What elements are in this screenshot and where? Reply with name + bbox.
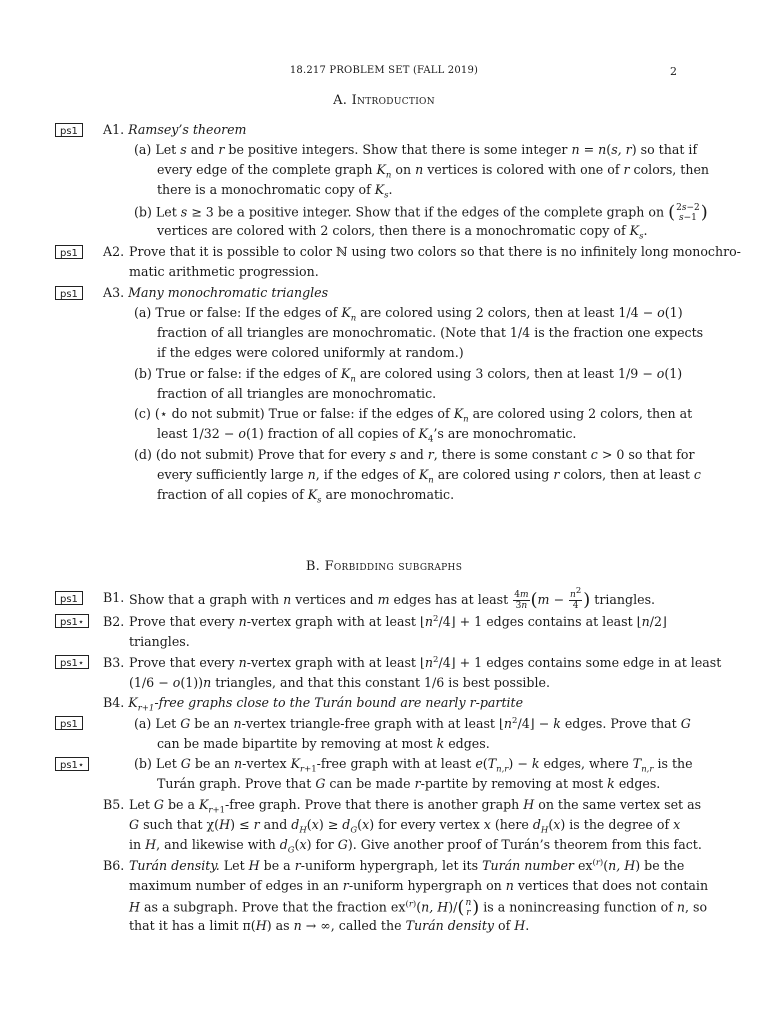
problem-text: there is a monochromatic copy of $K_s$. xyxy=(157,182,393,201)
problem-label: B5. xyxy=(103,797,125,812)
problem-b3-heading xyxy=(103,655,124,670)
problem-text: if the edges were colored uniformly at random.) xyxy=(157,345,464,360)
problem-text: in H, and likewise with $d_G(x)$ for G). Give another proof of Turán’s theorem from this fact. xyxy=(129,837,702,856)
problem-text: can be made bipartite by removing at most k edges. xyxy=(157,736,490,751)
section-name: Forbidding subgraphs xyxy=(324,559,463,574)
problem-text: H as a subgraph. Prove that the fraction $ex^{(r)}(n$, H)/( n r ) is a nonincreasing function of n, so xyxy=(129,897,708,918)
problem-text: every edge of the complete graph $K_n$ on n vertices is colored with one of r colors, then xyxy=(157,162,710,181)
problem-label: B1. xyxy=(103,590,125,605)
problem-text: every sufficiently large n, if the edges of $K_n$ are colored using r colors, then at least c xyxy=(157,467,701,486)
problem-text: Prove that every n-vertex graph with at least $⌊n^2/4⌋ + 1$ edges contains some edge in at least xyxy=(129,654,722,670)
problem-tag: ps1 xyxy=(55,123,83,137)
problem-text: (b) Let s ≥ 3 be a positive integer. Show that if the edges of the complete graph on ( 2s−2 s−1 ) xyxy=(134,202,708,223)
problem-text: Turán density. Let H be a r-uniform hypergraph, let its Turán number $ex^{(r)}(n$, H) be the xyxy=(129,857,685,873)
problem-text: triangles. xyxy=(129,634,190,649)
problem-text: least 1/32 − o(1) fraction of all copies of $K_4’s$ are monochromatic. xyxy=(157,426,577,445)
problem-title: Ramsey’s theorem xyxy=(128,122,247,137)
problem-b5-heading xyxy=(103,797,124,812)
problem-label: A3. xyxy=(103,285,125,300)
problem-tag: ps1 xyxy=(55,591,83,605)
problem-text: G such that χ(H) ≤ r and $d_H(x) \ge d_G(x)$ for every vertex x (here $d_H(x)$ is the degree of x xyxy=(129,817,681,836)
section-heading-b xyxy=(0,559,768,574)
section-heading-a xyxy=(0,93,768,108)
problem-text: (b) Let G be an n-vertex $K_{r+1}$-free graph with at least $e(T_{n,r}) - k$ edges, where $T_{n,r}$ is the xyxy=(134,756,693,775)
problem-text: (a) Let G be an n-vertex triangle-free graph with at least $⌊n^2/4⌋ - k$ edges. Prove that G xyxy=(134,715,691,731)
problem-tag: ps1 xyxy=(55,245,83,259)
problem-text: that it has a limit π(H) as n → ∞, called the Turán density of H. xyxy=(129,918,530,933)
section-letter: B. xyxy=(305,559,321,574)
problem-label: A1. xyxy=(103,122,125,137)
running-header: 18.217 PROBLEM SET (FALL 2019) xyxy=(289,65,479,76)
problem-label: A2. xyxy=(103,244,125,259)
problem-tag: ps1 xyxy=(55,716,83,730)
problem-b4-heading: B4. $K_{r+1}$-free graphs close to the Turán bound are nearly r-partite xyxy=(103,695,524,714)
problem-tag: ps1⋆ xyxy=(55,757,89,771)
problem-b1-heading xyxy=(103,590,124,605)
problem-text: (a) Let s and r be positive integers. Show that there is some integer n = n(s, r) so that if xyxy=(134,142,698,157)
problem-text: fraction of all copies of $K_s$ are monochromatic. xyxy=(157,487,455,506)
problem-text: (d) (do not submit) Prove that for every s and r, there is some constant c > 0 so that for xyxy=(134,447,695,462)
problem-text: Show that a graph with n vertices and m edges has at least $\frac{4m}{3n}$ (m − $\frac{n^2}{4}$ ) triangles. xyxy=(129,586,656,611)
problem-text: maximum number of edges in an r-uniform hypergraph on n vertices that does not contain xyxy=(129,878,709,893)
problem-a2-heading xyxy=(103,244,124,259)
problem-text: (a) True or false: If the edges of $K_n$ are colored using 2 colors, then at least 1/4 − o(1) xyxy=(134,305,683,324)
problem-b6-heading xyxy=(103,858,124,873)
problem-text: (c) (⋆ do not submit) True or false: if the edges of $K_n$ are colored using 2 colors, then at xyxy=(134,406,693,425)
problem-text: Prove that every n-vertex graph with at least $⌊n^2/4⌋ + 1$ edges contains at least ⌊n/2⌋ xyxy=(129,613,667,629)
problem-label: B3. xyxy=(103,655,125,670)
problem-b2-heading xyxy=(103,614,124,629)
problem-a3-heading xyxy=(103,285,328,300)
problem-text: Let G be a $K_{r+1}$-free graph. Prove that there is another graph H on the same vertex set as xyxy=(129,797,702,816)
problem-label: B4. xyxy=(103,695,125,710)
problem-text: Turán graph. Prove that G can be made r-partite by removing at most k edges. xyxy=(157,776,661,791)
section-letter: A. xyxy=(333,93,348,108)
problem-text: fraction of all triangles are monochromatic. (Note that 1/4 is the fraction one expects xyxy=(157,325,704,340)
problem-label: B2. xyxy=(103,614,125,629)
problem-text: matic arithmetic progression. xyxy=(129,264,319,279)
problem-title: Many monochromatic triangles xyxy=(128,285,329,300)
problem-text: vertices are colored with 2 colors, then there is a monochromatic copy of $K_s$. xyxy=(157,223,648,242)
problem-tag: ps1⋆ xyxy=(55,614,89,628)
problem-tag: ps1⋆ xyxy=(55,655,89,669)
page-number: 2 xyxy=(670,65,677,78)
problem-a1-heading xyxy=(103,122,246,137)
problem-text: (1/6 − o(1))n triangles, and that this constant 1/6 is best possible. xyxy=(129,675,550,690)
section-name: Introduction xyxy=(351,93,435,108)
problem-text: (b) True or false: if the edges of $K_n$ are colored using 3 colors, then at least 1/9 − o(1) xyxy=(134,366,683,385)
problem-label: B6. xyxy=(103,858,125,873)
problem-text: fraction of all triangles are monochromatic. xyxy=(157,386,437,401)
problem-text: Prove that it is possible to color ℕ using two colors so that there is no infinitely long monochro- xyxy=(129,244,741,259)
problem-tag: ps1 xyxy=(55,286,83,300)
